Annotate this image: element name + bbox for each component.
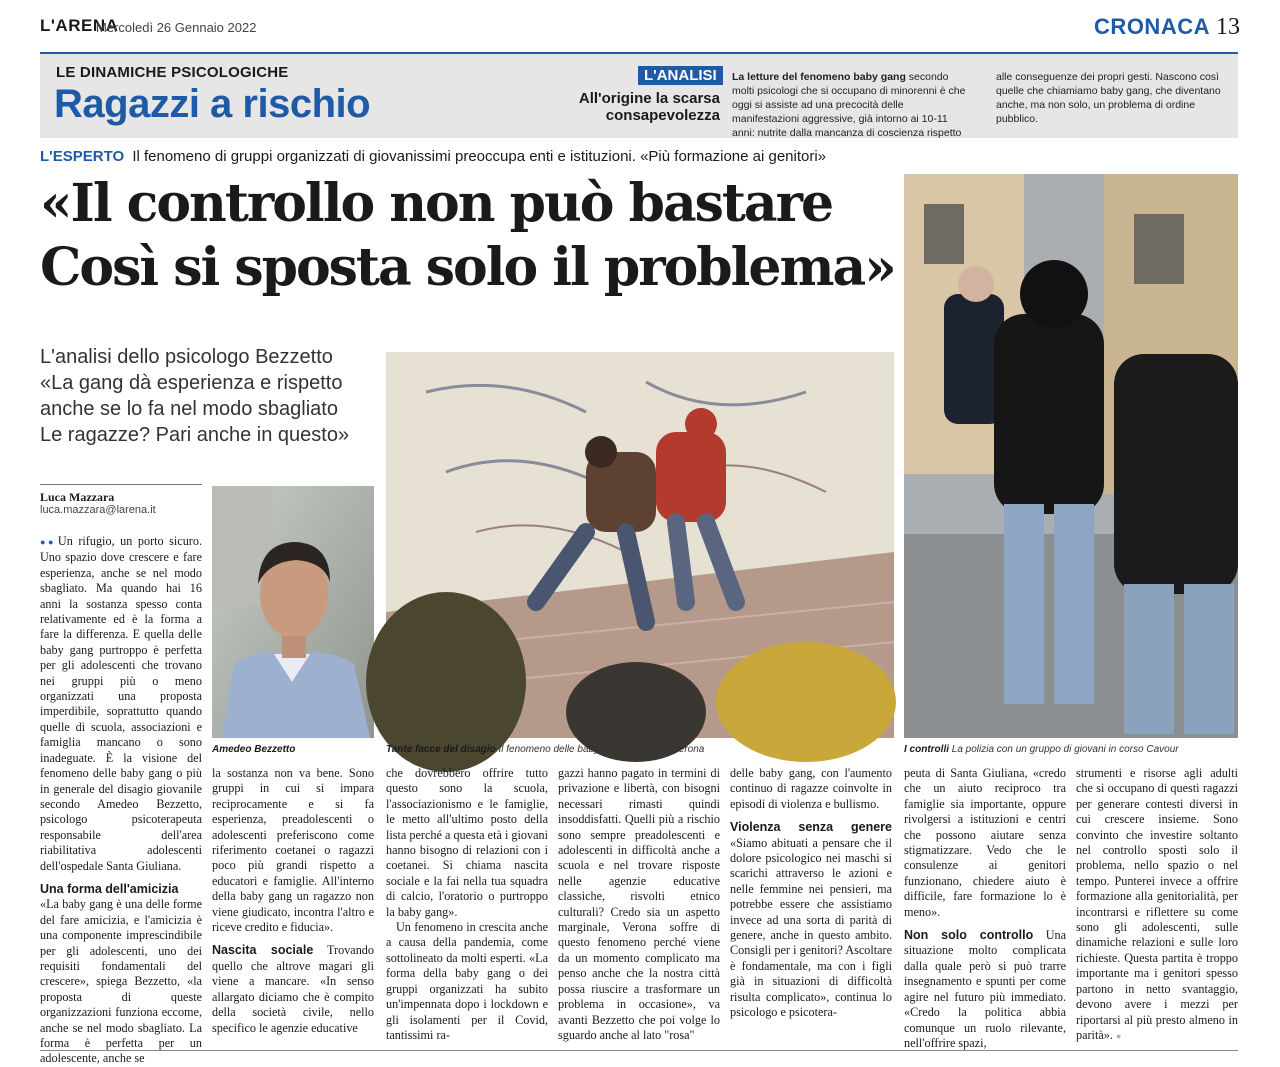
column-6-text-b: Una situazione molto complicata dalla quale però si può trarre insegnamento e spunti per come agire nel futuro più immediato. «Credo la politica abbia comunque un ruolo rilevante, nell'offrire spazi, (904, 928, 1066, 1050)
subhead-line-3: anche se lo fa nel modo sbagliato (40, 398, 338, 420)
article-column-7 (1076, 766, 1238, 1044)
kicker-tag: L'ESPERTO (40, 148, 125, 165)
scuffle-caption (386, 744, 704, 755)
analysis-band (40, 52, 1238, 138)
headline-line-1: «Il controllo non può bastare (40, 173, 833, 234)
subheading-violenza: Violenza senza genere (730, 820, 892, 835)
analisi-headline: All'origine la scarsa consapevolezza (578, 90, 720, 124)
portrait-caption-name: Amedeo Bezzetto (212, 744, 296, 755)
paragraph-amicizia: «La baby gang è una delle forme del fare amicizia, e l'amicizia è una componente imprescindibile per gli adolescenti, uno dei requisiti fondamentali del crescere», spiega Bezzetto, «la proposta di queste organizzazioni funziona eccome, anche se nel modo sbagliato. La forma è perfetta per un adolescente, anche se (40, 897, 202, 1066)
police-caption-lead: I controlli (904, 744, 949, 755)
article-headline (40, 172, 902, 300)
subhead-line-2: «La gang dà esperienza e rispetto (40, 372, 343, 394)
end-mark-icon: ● (1115, 1030, 1122, 1041)
headline-line-2: Così si sposta solo il problema» (40, 237, 895, 298)
article-column-5 (730, 766, 892, 1021)
scuffle-photo (386, 352, 894, 738)
scuffle-caption-text: Il fenomeno delle baby cresce anche a Verona (498, 744, 705, 755)
article-subhead (40, 344, 378, 448)
article-kicker (40, 148, 940, 165)
article-intro (40, 534, 202, 874)
subhead-line-1: L'analisi dello psicologo Bezzetto (40, 346, 333, 368)
column-7-text: strumenti e risorse agli adulti che si occupano di questi ragazzi per generare contesti diversi in cui crescere insieme. Sono convinto che investire soltanto nel controllo sposti solo il problema, nello spazio o nel tempo. Punterei invece a offrire formazione alla genitorialità, per incontrarsi e riflettere su come sono gli adolescenti, sulle dinamiche relazioni e sulle loro richieste. Questa partita è troppo importante ma i genitori spesso partono in netto svantaggio, devono avere i mezzi per riportarsi al più presto almeno in parità». (1076, 766, 1238, 1042)
police-caption (904, 744, 1179, 755)
paper-name: L'ARENA (40, 16, 119, 35)
article-column-2 (212, 766, 374, 1036)
section-name: CRONACA (1094, 14, 1210, 39)
article-column-4 (558, 766, 720, 1043)
column-3-text-a: che dovrebbero offrire tutto questo sono la scuola, l'associazionismo e le famiglie, le metto all'ultimo posto della lista perché a questa età i giovani hanno bisogno di relazioni con i coetanei. Si chiama nascita sociale e la fai nella tua squadra di calcio, l'oratorio o purtroppo la baby gang». (386, 766, 548, 919)
intro-text: Un rifugio, un porto sicuro. Uno spazio dove crescere e fare esperienza, anche se nel modo sbagliato. Ma quando hai 16 anni la sostanza spesso conta relativamente ed è la forma a fare la differenza. E quella delle baby gang purtroppo è perfetta per gli adolescenti che trovano nei gruppi più o meno organizzati una proposta imperdibile, soprattutto quando quelle di scuola, associazioni e famiglia mancano o sono inadeguate. È la visione del fenomeno delle baby gang o più in generale del disagio giovanile secondo Amedeo Bezzetto, psicologo psicoterapeuta responsabile dell'area riabilitativa adolescenti dell'ospedale Santa Giuliana. (40, 534, 203, 873)
analisi-body-lead: La letture del fenomeno baby gang (732, 71, 906, 83)
issue-date: Mercoledì 26 Gennaio 2022 (96, 20, 257, 35)
police-image (904, 174, 1238, 738)
scuffle-caption-lead: Tante facce del disagio (386, 744, 496, 755)
police-photo (904, 174, 1238, 738)
column-4-text: gazzi hanno pagato in termini di privazione e libertà, con bisogni necessari rimasti quindi insoddisfatti. Quelli più a rischio sono sempre preadolescenti e adolescenti in difficoltà anche a scuola e nel trovare risposte nelle agenzie educative classiche, risvolti etnico culturali? Credo sia un aspetto marginale, Verona soffre di questo fenomeno perché viene da un momento complicato ma penso anche che la nostra città possa riuscire a trasformare un problema in occasione», va avanti Bezzetto che poi volge lo sguardo anche al lato "rosa" (558, 766, 720, 1042)
analisi-body (732, 70, 1232, 140)
column-6-text-a: peuta di Santa Giuliana, «credo che un aiuto reciproco tra famiglie sia importante, oppure rivolgersi a istituzioni e centri che possono aiutare senza stigmatizzare. Vedo che le consulenze ai genitori funzionano, chiedere aiuto è difficile, fare formazione lo è meno». (904, 766, 1066, 919)
column-2-text-b: Trovando quello che altrove magari gli viene a mancare. «In senso allargato diciamo che è compito della società civile, nello specifico le agenzie educative (212, 943, 374, 1035)
scuffle-image (386, 352, 894, 738)
column-5-text-a: delle baby gang, con l'aumento continuo di ragazze coinvolte in episodi di violenza e bullismo. (730, 766, 892, 811)
article-column-1 (40, 534, 202, 1067)
byline-rule (40, 484, 202, 485)
article-column-6 (904, 766, 1066, 1051)
portrait-image (212, 486, 374, 738)
subhead-line-4: Le ragazze? Pari anche in questo» (40, 424, 350, 446)
subheading-controllo: Non solo controllo (904, 928, 1034, 943)
subheading-amicizia: Una forma dell'amicizia (40, 881, 179, 896)
byline-name: Luca Mazzara (40, 490, 115, 504)
lead-dots-icon: ●● (40, 537, 56, 547)
band-kicker: LE DINAMICHE PSICOLOGICHE (56, 64, 289, 81)
portrait-caption (212, 744, 295, 755)
column-5-text-b: «Siamo abituati a pensare che il dolore psicologico nei maschi si scarichi attraverso le azioni e nelle femmine nei pensieri, ma potrebbe essere che assistiamo invece ad una sorta di parità di genere, anche in questo ambito. Consigli per i genitori? Ascoltare è fondamentale, ma con i figli già in situazioni di difficoltà risulta complicato», continua lo psicologo e psicotera- (730, 835, 892, 1020)
column-3-text-b: Un fenomeno in crescita anche a causa della pandemia, come sottolineato da molti esperti. «La forma della baby gang o dei gruppi organizzati ha subito un'impennata dopo i lockdown e gli isolamenti per il Covid, tantissimi ra- (386, 920, 548, 1042)
byline-email: luca.mazzara@larena.it (40, 504, 156, 516)
column-2-text-a: la sostanza non va bene. Sono gruppi in cui si impara reciprocamente e si fa esperienza, preadolescenti o adolescenti preferiscono come riferimento coetanei o ragazzi poco più grandi rispetto a educatori e famiglie. All'interno della baby gang un ragazzo non viene giudicato, incontra l'altro e riceve credito e fiducia». (212, 766, 374, 935)
page-bottom-rule (40, 1050, 1238, 1051)
page-number: 13 (1216, 14, 1240, 40)
police-caption-text: La polizia con un gruppo di giovani in corso Cavour (951, 744, 1179, 755)
analisi-tag: L'ANALISI (638, 66, 723, 85)
analisi-body-text: secondo molti psicologi che si occupano di minorenni è che oggi si assiste ad una precocità delle manifestazioni aggressive, già intorno ai 10-11 anni: nutrite dalla mancanza di coscienza rispetto alle conseguenze dei propri gesti. Nascono così quelle che chiamiamo baby gang, che diventano anche, ma non solo, un problema di ordine pubblico. (732, 71, 1221, 139)
article-column-3 (386, 766, 548, 1043)
band-title: Ragazzi a rischio (54, 82, 371, 126)
kicker-text: Il fenomeno di gruppi organizzati di giovanissimi preoccupa enti e istituzioni. «Più formazione ai genitori» (132, 148, 827, 165)
subheading-nascita: Nascita sociale (212, 943, 314, 958)
masthead (40, 14, 1240, 44)
portrait-photo (212, 486, 374, 738)
